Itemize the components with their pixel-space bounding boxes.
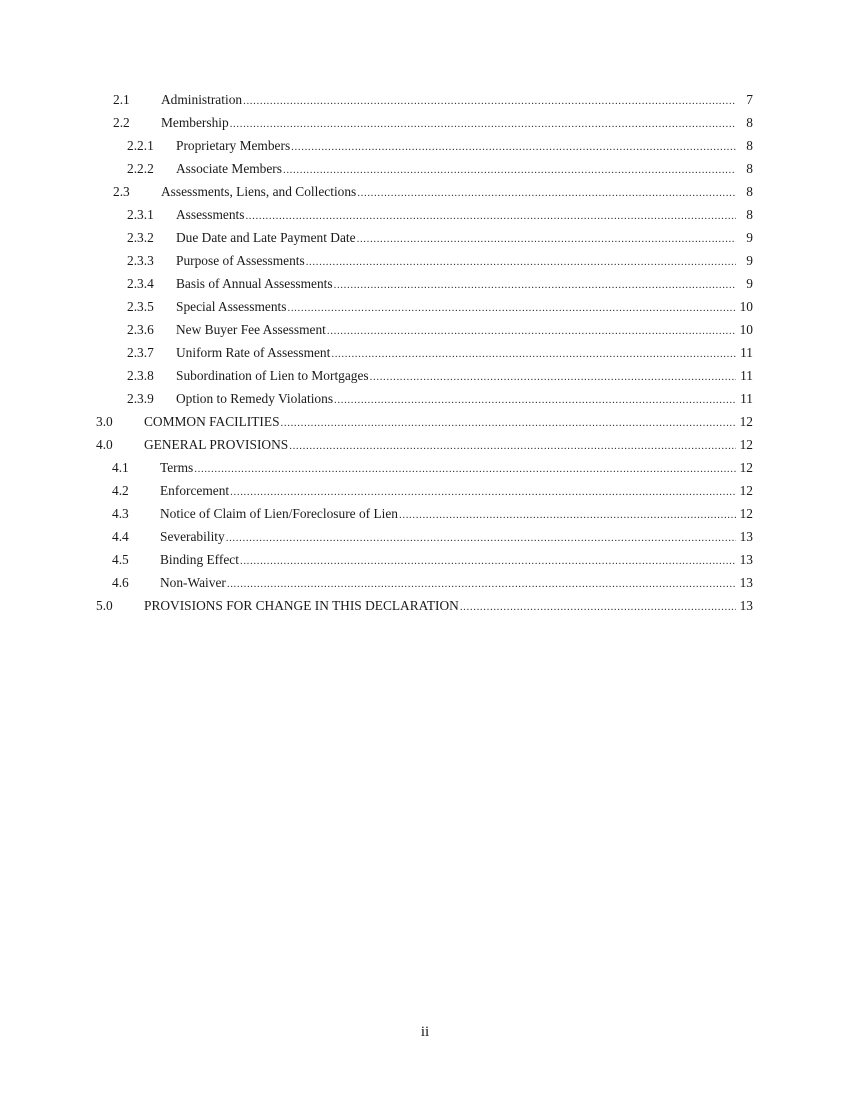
toc-entry-number: 4.4 (112, 529, 129, 544)
toc-entry[interactable] (0, 90, 850, 110)
dot-leader (306, 252, 736, 272)
toc-entry-page: 8 (746, 184, 753, 199)
dot-leader (331, 344, 736, 364)
toc-entry-number: 2.3.9 (127, 391, 154, 406)
toc-entry-page: 13 (739, 575, 753, 590)
dot-leader (357, 229, 736, 249)
toc-entry-number: 2.3.8 (127, 368, 154, 383)
toc-entry[interactable] (0, 205, 850, 225)
toc-entry-page: 11 (740, 368, 753, 383)
toc-entry-title: Option to Remedy Violations (176, 391, 334, 406)
dot-leader (226, 528, 736, 548)
toc-entry-page: 10 (739, 299, 753, 314)
toc-entry[interactable] (0, 389, 850, 409)
toc-entry-number: 4.1 (112, 460, 129, 475)
toc-entry[interactable] (0, 228, 850, 248)
page-number: ii (420, 1024, 430, 1040)
toc-entry-page: 11 (740, 345, 753, 360)
toc-entry-number: 2.3.7 (127, 345, 154, 360)
toc-entry[interactable] (0, 527, 850, 547)
toc-entry-title: Associate Members (176, 161, 282, 176)
toc-entry-title: New Buyer Fee Assessment (176, 322, 326, 337)
toc-entry-page: 9 (746, 230, 753, 245)
toc-entry-number: 2.1 (113, 92, 130, 107)
toc-entry-number: 4.5 (112, 552, 129, 567)
toc-entry-number: 5.0 (96, 598, 113, 613)
toc-entry-number: 2.3.1 (127, 207, 154, 222)
toc-entry-page: 10 (739, 322, 753, 337)
toc-entry-title: Assessments, Liens, and Collections (161, 184, 357, 199)
toc-entry[interactable] (0, 320, 850, 340)
dot-leader (287, 298, 736, 318)
toc-entry-title: Non-Waiver (160, 575, 226, 590)
toc-entry[interactable] (0, 366, 850, 386)
toc-entry-title: Terms (160, 460, 194, 475)
dot-leader (334, 275, 736, 295)
toc-entry[interactable] (0, 412, 850, 432)
toc-entry-title: Administration (161, 92, 243, 107)
toc-entry-page: 13 (739, 598, 753, 613)
toc-entry-title: COMMON FACILITIES (144, 414, 280, 429)
dot-leader (240, 551, 736, 571)
toc-entry[interactable] (0, 458, 850, 478)
toc-entry-title: Enforcement (160, 483, 230, 498)
toc-entry[interactable] (0, 297, 850, 317)
toc-entry-number: 2.3 (113, 184, 130, 199)
toc-entry[interactable] (0, 159, 850, 179)
toc-entry[interactable] (0, 481, 850, 501)
dot-leader (227, 574, 736, 594)
toc-entry-page: 9 (746, 253, 753, 268)
dot-leader (243, 91, 735, 111)
toc-entry[interactable] (0, 573, 850, 593)
toc-entry[interactable] (0, 343, 850, 363)
toc-entry[interactable] (0, 136, 850, 156)
dot-leader (289, 436, 736, 456)
toc-entry-number: 2.2.2 (127, 161, 154, 176)
toc-entry-page: 12 (739, 437, 753, 452)
toc-entry-number: 2.3.3 (127, 253, 154, 268)
toc-entry-title: Binding Effect (160, 552, 239, 567)
toc-entry-number: 4.0 (96, 437, 113, 452)
toc-entry-number: 2.3.6 (127, 322, 154, 337)
toc-entry-page: 8 (746, 161, 753, 176)
dot-leader (334, 390, 736, 410)
dot-leader (399, 505, 736, 525)
dot-leader (283, 160, 736, 180)
toc-entry[interactable] (0, 550, 850, 570)
toc-entry-number: 3.0 (96, 414, 113, 429)
toc-entry[interactable] (0, 435, 850, 455)
toc-entry[interactable] (0, 596, 850, 616)
dot-leader (357, 183, 736, 203)
dot-leader (327, 321, 736, 341)
dot-leader (230, 114, 736, 134)
toc-entry-number: 4.6 (112, 575, 129, 590)
toc-entry-page: 12 (739, 506, 753, 521)
toc-entry-page: 12 (739, 483, 753, 498)
toc-entry-page: 8 (746, 138, 753, 153)
toc-entry-title: Assessments (176, 207, 245, 222)
toc-entry-title: Purpose of Assessments (176, 253, 305, 268)
toc-entry-title: PROVISIONS FOR CHANGE IN THIS DECLARATION (144, 598, 459, 613)
toc-entry-number: 2.3.4 (127, 276, 154, 291)
toc-entry-number: 2.3.2 (127, 230, 154, 245)
toc-entry-page: 9 (746, 276, 753, 291)
toc-entry-title: Membership (161, 115, 229, 130)
toc-entry-title: Proprietary Members (176, 138, 291, 153)
toc-entry[interactable] (0, 504, 850, 524)
dot-leader (230, 482, 736, 502)
toc-entry-page: 8 (746, 115, 753, 130)
toc-entry-title: Uniform Rate of Assessment (176, 345, 331, 360)
toc-entry-page: 11 (740, 391, 753, 406)
toc-entry-page: 8 (746, 207, 753, 222)
toc-entry-title: GENERAL PROVISIONS (144, 437, 289, 452)
toc-entry-title: Subordination of Lien to Mortgages (176, 368, 369, 383)
toc-entry-page: 13 (739, 529, 753, 544)
dot-leader (245, 206, 736, 226)
toc-entry-page: 12 (739, 460, 753, 475)
toc-entry-title: Notice of Claim of Lien/Foreclosure of Lien (160, 506, 398, 521)
toc-entry-page: 13 (739, 552, 753, 567)
toc-entry-title: Special Assessments (176, 299, 287, 314)
dot-leader (370, 367, 736, 387)
toc-entry-page: 12 (739, 414, 753, 429)
toc-entry-number: 4.2 (112, 483, 129, 498)
toc-entry-page: 7 (746, 92, 753, 107)
toc-entry[interactable] (0, 182, 850, 202)
toc-entry[interactable] (0, 113, 850, 133)
dot-leader (194, 459, 736, 479)
toc-entry-number: 2.3.5 (127, 299, 154, 314)
dot-leader (460, 597, 736, 617)
dot-leader (281, 413, 736, 433)
toc-entry[interactable] (0, 274, 850, 294)
toc-entry-number: 4.3 (112, 506, 129, 521)
toc-entry-title: Basis of Annual Assessments (176, 276, 333, 291)
toc-entry-number: 2.2 (113, 115, 130, 130)
dot-leader (291, 137, 736, 157)
toc-entry-title: Due Date and Late Payment Date (176, 230, 356, 245)
toc-entry[interactable] (0, 251, 850, 271)
toc-entry-number: 2.2.1 (127, 138, 154, 153)
toc-entry-title: Severability (160, 529, 225, 544)
